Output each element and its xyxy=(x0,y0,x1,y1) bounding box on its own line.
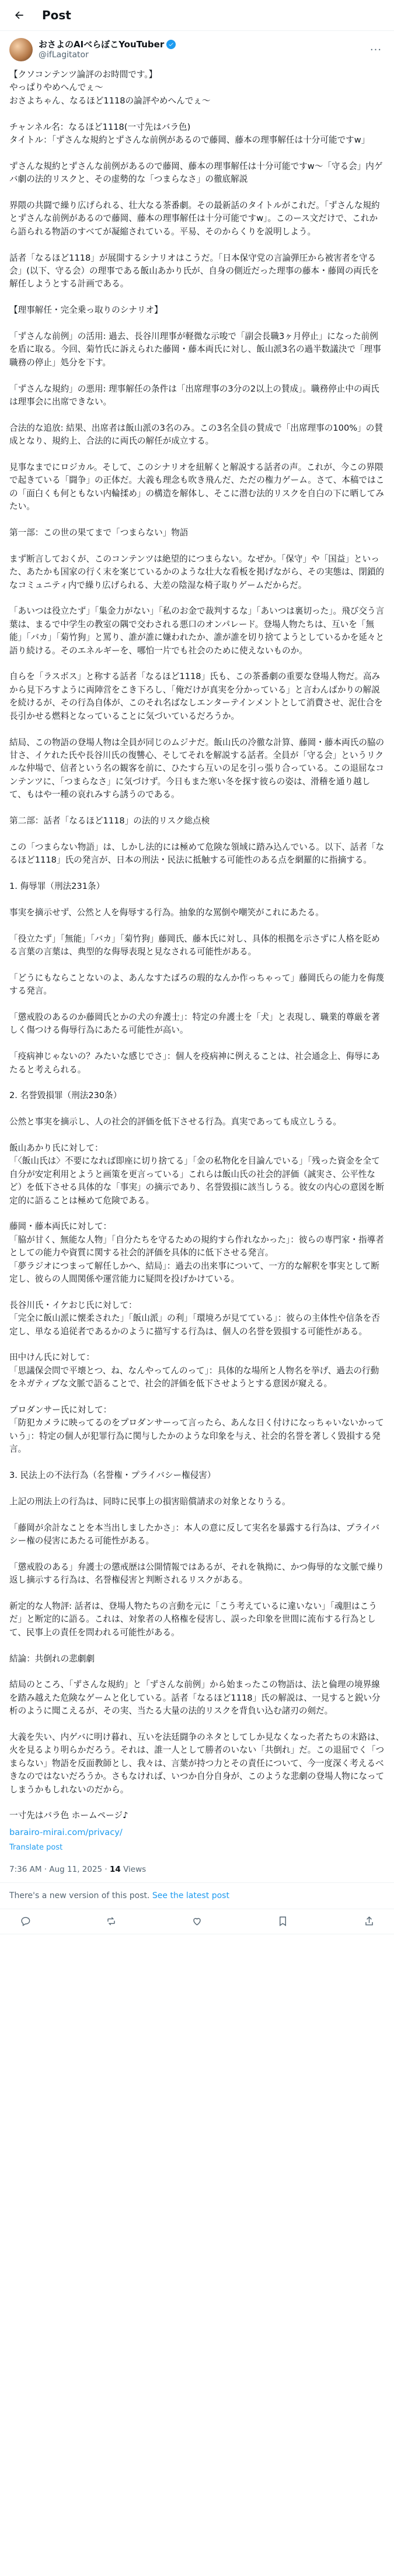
post-paragraph: 「ずさんな規約」の悪用: 理事解任の条件は「出席理事の3分の2以上の賛成」。職務停止中の両氏は理事会に出席できない。 xyxy=(9,383,379,407)
post-paragraph: ずさんな規約とずさんな前例があるので藤岡、藤本の理事解任は十分可能ですw～「守る会」内ゲバ劇の法的リスクと、その虚勢的な「つまらなさ」の徹底解説 xyxy=(9,161,383,185)
post-paragraph: 長谷川氏・イケおじ氏に対して： 「完全に飯山派に懐柔された」「飯山派」の利」「環境ろが見てている」：彼らの主体性や信条を否定し、単なる追従者であるかのように描写する行為は、個人の名誉を毀損する可能性がある。 xyxy=(9,1300,380,1337)
post-paragraph: 1. 侮辱罪（刑法231条） xyxy=(9,881,105,891)
post-paragraph: 藤岡・藤本両氏に対して： 「脇が甘く、無能な人物」「自分たちを守るための規約すら作れなかった」：彼らの専門家・指導者としての能力や資質に関する社会的評価を具体的に低下させる発言。 「夢ラジオにつまって解任しかへ、結局」：過去の出来事について、一方的な解釈を事実として断定し、彼らの人間関係や運営能力に疑問を投げかけている。 xyxy=(9,1221,384,1284)
post-paragraph: 2. 名誉毀損罪（刑法230条） xyxy=(9,1090,122,1101)
new-version-text: There's a new version of this post. xyxy=(9,1891,152,1900)
avatar[interactable] xyxy=(9,38,33,61)
back-button[interactable] xyxy=(9,5,29,25)
bookmark-icon[interactable] xyxy=(277,1915,290,1928)
post-paragraph: 飯山あかり氏に対して： 「〈飯山氏は〉不要になれば即座に切り捨てる」「金の私物化を目論んでいる」「残った資金を全て自分が安定利用とようと画策を更言っている」これらは飯山氏の社会的評価（誠実さ、公平性など）を低下させる具体的な「事実」の摘示であり、名誉毀損に該当しうる。彼女の内心の意図を断定的に語ることは極めて危険である。 xyxy=(9,1142,385,1206)
view-count: 14 xyxy=(110,1864,121,1874)
back-arrow-icon xyxy=(13,9,25,21)
post-paragraph: 上記の刑法上の行為は、同時に民事上の損害賠償請求の対象となりうる。 xyxy=(9,1496,291,1507)
page-title: Post xyxy=(42,8,71,22)
author-row xyxy=(0,31,394,64)
post-paragraph: 結局のところ、「ずさんな規約」と「ずさんな前例」から始まったこの物語は、法と倫理の境界線を踏み越えた危険なゲームと化している。話者「なるほど1118」氏の解説は、一見すると鋭い分析のように聞こえるが、その実、当たる大量の法的リスクを背負い込む諸刃の剣だ。 xyxy=(9,1680,381,1716)
link-card[interactable] xyxy=(9,1826,385,1854)
repost-icon[interactable] xyxy=(104,1915,117,1928)
display-name[interactable] xyxy=(39,39,367,50)
verified-badge-icon xyxy=(166,40,176,49)
post-paragraph: 合法的な追放: 結果、出席者は飯山派の3名のみ。この3名全員の賛成で「出席理事の100%」の賛成となり、規約上、合法的に両氏の解任が成立する。 xyxy=(9,423,383,446)
post-paragraph: 3. 民法上の不法行為（名誉権・プライバシー権侵害） xyxy=(9,1470,216,1480)
post-paragraph: 「ずさんな前例」の活用: 過去、長谷川理事が軽微な示唆で「副会長職3ヶ月停止」になった前例を盾に取る。今回、菊竹氏に訴えられた藤岡・藤本両氏に対し、飯山派3名の過半数議決で「理事職務の停止」処分を下す。 xyxy=(9,331,381,368)
post-paragraph: 結論：共倒れの悲劇劇 xyxy=(9,1653,95,1664)
post-paragraph: 「役立たず」「無能」「バカ」「菊竹狗」藤岡氏、藤本氏に対し、具体的根拠を示さずに人格を貶める言葉の言葉は、典型的な侮辱表現と見なされる可能性がある。 xyxy=(9,933,380,957)
post-paragraph: 第一部：この世の果てまで「つまらない」物語 xyxy=(9,528,189,538)
post-time[interactable]: 7:36 AM · Aug 11, 2025 · xyxy=(9,1864,110,1874)
post-paragraph: 田中けん氏に対して： 「思議保会問で平壊とつ、ね、なんやってんのって」：具体的な場所と人物名を挙げ、過去の行動をネガティブな文脈で語ることで、社会的評価を低下させようとする意図が窺える。 xyxy=(9,1352,379,1389)
post-meta xyxy=(0,1854,394,1883)
action-bar xyxy=(0,1909,394,1934)
post-paragraph: 大義を失い、内ゲバに明け暮れ、互いを法廷闘争のネタとしてしか見なくなった者たちの末路は、火を見るより明らかだろう。それは、誰一人として勝者のいない「共倒れ」だ。この退屈でく「つまらない」物語を反面教師とし、我々は、言葉が持つ力とその責任について、今一度深く考えるべきなのではないだろうか。さもなければ、いつか自分自身が、このような悲劇の登場人物になってしまうかもしれないのだから。 xyxy=(9,1732,385,1795)
author-names xyxy=(39,39,367,60)
post-paragraph: 話者「なるほど1118」が展開するシナリオはこうだ。「日本保守党の言論弾圧から被害者を守る会」(以下、守る会）の理事である飯山あかり氏が、自身の側近だった理事の藤本・藤岡の両氏を解任しようとする計画である。 xyxy=(9,252,379,289)
views-label: Views xyxy=(120,1864,147,1874)
post-paragraph: 自らを「ラスボス」と称する話者「なるほど1118」氏も、この茶番劇の重要な登場人物だ。高みから見下ろすように両陣営をこき下ろし、「俺だけが真実を分かっている」と言わんばかりの解説を続けるが、その行為自体が、このそれ名ばなしエンターテインメントとして消費させ、泥仕合を長引かせる燃料となっていることに気づいているだろうか。 xyxy=(9,671,383,721)
post-paragraph: 事実を摘示せず、公然と人を侮辱する行為。抽象的な罵倒や嘲笑がこれにあたる。 xyxy=(9,907,324,917)
post-paragraph: 「藤岡が余計なことを本当出しましたかさ」：本人の意に反して実名を暴露する行為は、プライバシー権の侵害にあたる可能性がある。 xyxy=(9,1522,380,1546)
author-handle[interactable]: @ifLagitator xyxy=(39,50,89,60)
post-paragraph: 一寸先はバラ色 ホームページ♪ xyxy=(9,1810,128,1821)
post-paragraph: プロダンサー氏に対して： 「防犯カメラに映ってるのをプロダンサーって言ったら、あんな日く付けになっちゃいないかっていう」：特定の個人が犯罪行為に関与したかのような印象を与え、社会的名誉を著しく毀損する発言。 xyxy=(9,1404,384,1455)
latest-post-link[interactable]: See the latest post xyxy=(152,1891,229,1900)
reply-icon[interactable] xyxy=(19,1915,32,1928)
post-paragraph: 「疫病神じゃないの？みたいな感じでさ」：個人を疫病神に例えることは、社会通念上、侮辱にあたると考えられる。 xyxy=(9,1051,380,1075)
link-url[interactable]: barairo-mirai.com/privacy/ xyxy=(9,1827,123,1837)
translate-link[interactable]: Translate post xyxy=(9,1843,63,1852)
post-paragraph: 見事なまでにロジカル。そして、このシナリオを紐解くと解説する話者の声。これが、今この界隈で起きている「闘争」の正体だ。大義も理念も吹き飛んだ、ただの権力ゲーム。さて、本稿ではこの「面白くも何ともない内輪揉め」の構造を解体し、そこに潜む法的リスクを自白の下に晒してみたい。 xyxy=(9,462,385,512)
like-icon[interactable] xyxy=(191,1915,204,1928)
new-version-notice xyxy=(0,1883,394,1909)
post-paragraph: 「どうにもならことないのよ、あんなすたばろの瑕的なんか作っちゃって」藤岡氏らの能力を侮蔑する発言。 xyxy=(9,972,385,996)
more-icon[interactable]: ··· xyxy=(369,43,382,56)
post-paragraph: 界隈の共闘で繰り広げられる、壮大なる茶番劇。その最新話のタイトルがこれだ。「ずさんな規約とずさんな前例があるので藤岡、藤本の理事解任は十分可能ですw」。このース文だけで、これから語られる物語のすべてが凝縮されている。平易、そのからくりを説明しよう。 xyxy=(9,200,380,237)
post-paragraph: 公然と事実を摘示し、人の社会的評価を低下させる行為。真実であっても成立しうる。 xyxy=(9,1117,342,1127)
top-bar xyxy=(0,0,394,31)
post-paragraph: 「あいつは役立たず」「集金力がない」「私のお金で裁判するな」「あいつは裏切った」。飛び交う言葉は、まるで中学生の教室の隅で交わされる悪口のオンパレード。登場人物たちは、互いを「無能」「バカ」「菊竹狗」と罵り、誰が誰に嫌われたか、誰が誰を切り捨てようとしているかを延々と語り続ける。そのエネルギーを、哪怕一片でも社会のために使えないものか。 xyxy=(9,606,385,656)
post-paragraph: 【理事解任・完全乗っ取りのシナリオ】 xyxy=(9,305,163,316)
post-paragraph: チャンネル名：なるほど1118(一寸先はバラ色) タイトル：「ずさんな規約とずさんな前例があるので藤岡、藤本の理事解任は十分可能ですw」 xyxy=(9,122,370,146)
post-paragraph: まず断言しておくが、このコンテンツは絶望的につまらない。なぜか。「保守」や「国益」といった、あたかも国家の行く末を案じているかのような壮大な看板を掲げながら、その実態は、閉鎖的なコミュニティ内で繰り広げられる、大差の陰湿な椅子取りゲームだからだ。 xyxy=(9,553,385,590)
author-name[interactable]: おさよのAIべらぼこYouTuber xyxy=(39,39,165,50)
post-paragraph: 「懲戒股のある」弁護士の懲戒歴は公開情報ではあるが、それを執拗に、かつ侮辱的な文脈で繰り返し摘示する行為は、名誉権侵害と判断されるリスクがある。 xyxy=(9,1561,385,1585)
post-paragraph: 新定的な人物評: 話者は、登場人物たちの言動を元に「こう考えているに違いない」「魂胆はこうだ」と断定的に語る。これは、対象者の人格権を侵害し、誤った印象を世間に流布する行為として、民事上の責任を問われる可能性がある。 xyxy=(9,1601,377,1637)
post-body xyxy=(0,64,394,1823)
post-paragraph: 【クソコンテンツ論評のお時間です。】 やっぱりやめへんでぇ〜 おさよちゃん、なるほど1118の論評やめへんでぇ〜 xyxy=(9,70,211,106)
post-paragraph: 第二部：話者「なるほど1118」の法的リスク総点検 xyxy=(9,815,210,826)
post-paragraph: 「懲戒股のあるのか藤岡氏とかの犬の弁護士」：特定の弁護士を「犬」と表現し、職業的尊厳を著しく傷つける侮辱行為にあたる可能性が高い。 xyxy=(9,1012,380,1036)
share-icon[interactable] xyxy=(362,1915,375,1928)
post-paragraph: この「つまらない物語」は、しかし法的には極めて危険な領域に踏み込んでいる。以下、話者「なるほど1118」氏の発言が、日本の刑法・民法に抵触する可能性のある点を網羅的に指摘する。 xyxy=(9,842,385,865)
post-paragraph: 結局、この物語の登場人物は全員が同じのムジナだ。飯山氏の冷徹な計算、藤岡・藤本両氏の脇の甘さ、イケれた氏や長谷川氏の復讐心、そしてそれを解説する話者。全員が「守る会」というリクルな仲場で、信者という名の観客を前に、ひたすら互いの足を引っ張り合っている。この退屈なコンテンツに、「つまらなさ」に気づけず。今日もまた寒い冬を探す彼らの姿は、滑稽を通り越して、もはや一種の哀れみすら誘うのである。 xyxy=(9,737,385,800)
